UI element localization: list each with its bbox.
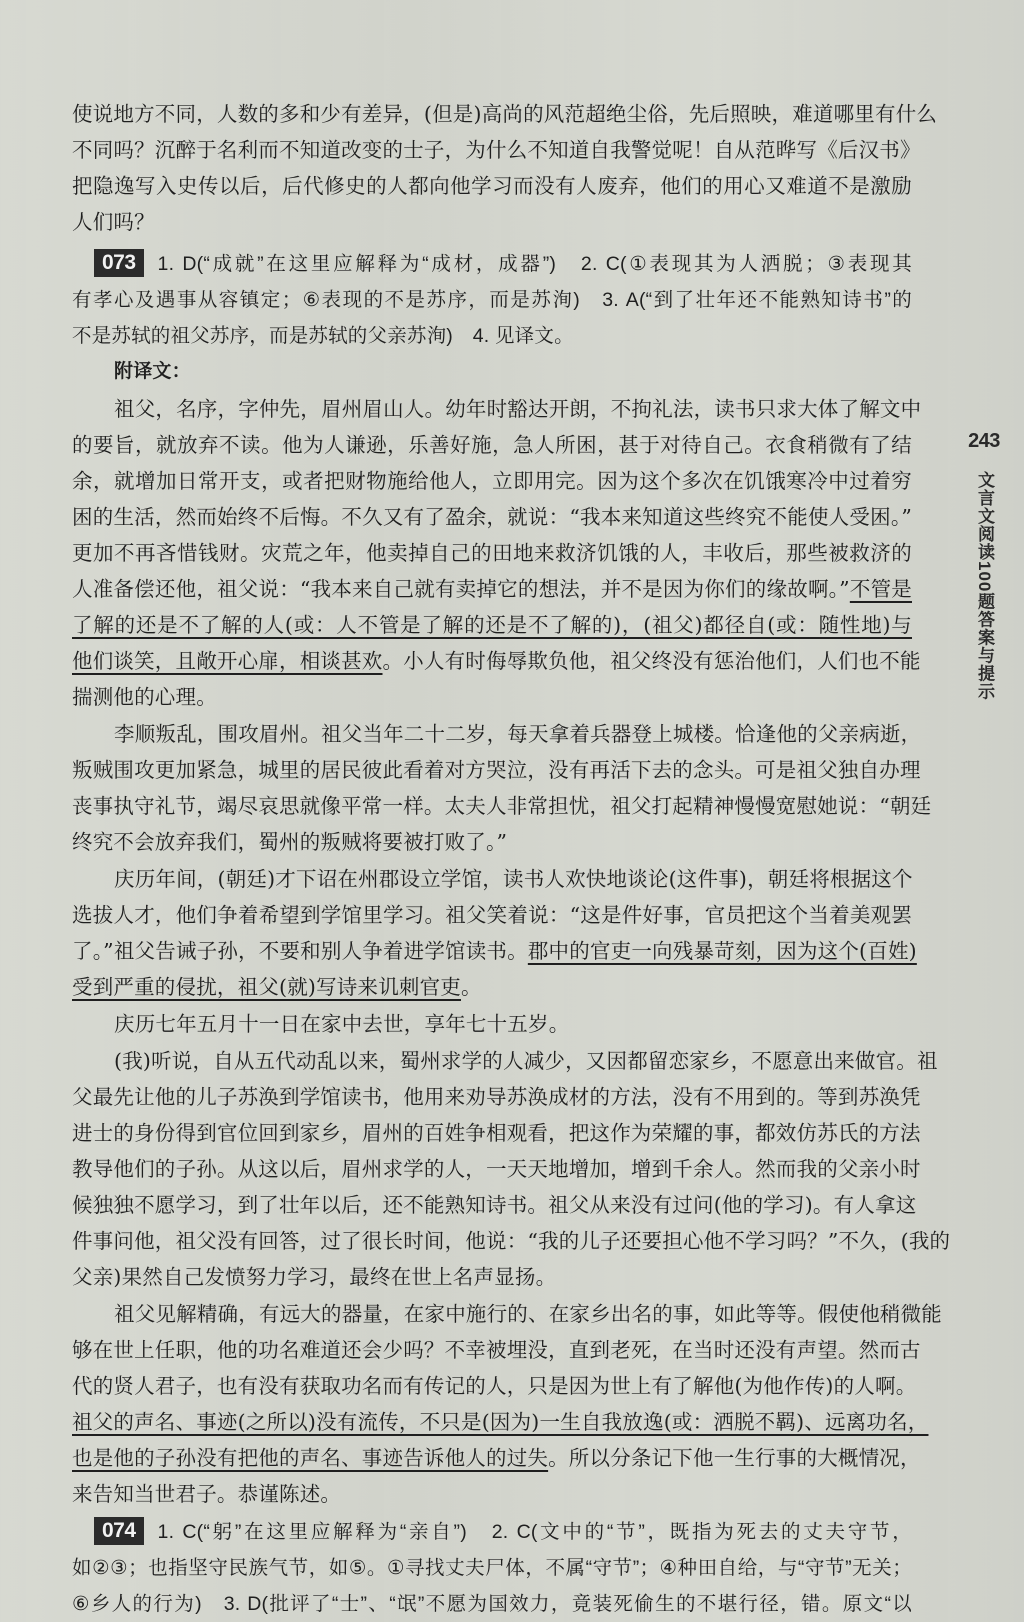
page-number: 243 (968, 430, 1000, 452)
text-line: 人准备偿还他，祖父说：“我本来自己就有卖掉它的想法，并不是因为你们的缘故啊。”不管是 (72, 577, 912, 601)
underlined-answer: 了解的还是不了解的人(或：人不管是了解的还是不了解的)，(祖父)都径自(或：随性地)与 (72, 613, 912, 637)
question-badge-073: 073 (94, 249, 144, 277)
text-line: 件事问他，祖父没有回答，过了很长时间，他说：“我的儿子还要担心他不学习吗？”不久，(我的 (72, 1229, 951, 1253)
text-line: 余，就增加日常开支，或者把财物施给他人，立即用完。因为这个多次在饥饿寒冷中过着穷 (72, 469, 912, 493)
text-line: 叛贼围攻更加紧急，城里的居民彼此看着对方哭泣，没有再活下去的念头。可是祖父独自办理 (72, 758, 921, 782)
text-line: 代的贤人君子，也有没有获取功名而有传记的人，只是因为世上有了解他(为他作传)的人啊。 (72, 1374, 917, 1398)
answer-073-line-2: 有孝心及遇事从容镇定；⑥表现的不是苏序，而是苏洵) 3. A(“到了壮年还不能熟知诗书”的 (72, 289, 912, 311)
translation-heading: 附译文： (114, 361, 191, 382)
text-line: 教导他们的子孙。从这以后，眉州求学的人，一天天地增加，增到千余人。然而我的父亲小时 (72, 1157, 921, 1181)
text-line: 使说地方不同，人数的多和少有差异，(但是)高尚的风范超绝尘俗，先后照映，难道哪里有什么 (72, 102, 938, 126)
text-line: 他们谈笑，且敞开心扉，相谈甚欢。小人有时侮辱欺负他，祖父终没有惩治他们，人们也不能 (72, 649, 921, 673)
text-line: 把隐逸写入史传以后，后代修史的人都向他学习而没有人废弃，他们的用心又难道不是激励 (72, 174, 912, 198)
answer-074-line-2: 如②③；也指坚守民族气节，如⑤。①寻找丈夫尸体，不属“守节”；④种田自给，与“守节”无关； (72, 1557, 912, 1579)
text-line: 进士的身份得到官位回到家乡，眉州的百姓争相观看，把这作为荣耀的事，都效仿苏氏的方法 (72, 1121, 921, 1145)
underlined-answer: 他们谈笑，且敞开心扉，相谈甚欢 (72, 649, 383, 673)
text-line: 终究不会放弃我们，蜀州的叛贼将要被打败了。” (72, 830, 508, 854)
text-line: 父亲)果然自己发愤努力学习，最终在世上名声显扬。 (72, 1265, 557, 1289)
answer-074-line-3: ⑥乡人的行为) 3. D(批评了“士”、“氓”不愿为国效力，竟装死偷生的不堪行径，错。原文“以 (72, 1593, 912, 1615)
answer-074-line-1: 074 1. C(“躬”在这里应解释为“亲自”) 2. C(文中的“节”，既指为死去的丈夫守节， (72, 1514, 912, 1550)
text-line: 来告知当世君子。恭谨陈述。 (72, 1482, 342, 1506)
text-line: 庆历七年五月十一日在家中去世，享年七十五岁。 (114, 1012, 570, 1036)
text-line: 祖父见解精确，有远大的器量，在家中施行的、在家乡出名的事，如此等等。假使他稍微能 (114, 1302, 942, 1326)
answer-073-line-3: 不是苏轼的祖父苏序，而是苏轼的父亲苏洵) 4. 见译文。 (72, 325, 574, 347)
text-line: 选拔人才，他们争着希望到学馆里学习。祖父笑着说：“这是件好事，官员把这个当着美观罢 (72, 903, 912, 927)
text-line: 揣测他的心理。 (72, 685, 217, 709)
question-badge-074: 074 (94, 1517, 144, 1545)
text-line: 更加不再吝惜钱财。灾荒之年，他卖掉自己的田地来救济饥饿的人，丰收后，那些被救济的 (72, 541, 912, 565)
text-line: 候独独不愿学习，到了壮年以后，还不能熟知诗书。祖父从来没有过问(他的学习)。有人拿这 (72, 1193, 917, 1217)
text-line: 李顺叛乱，围攻眉州。祖父当年二十二岁，每天拿着兵器登上城楼。恰逢他的父亲病逝， (114, 722, 922, 746)
answer-073-line-1: 073 1. D(“成就”在这里应解释为“成材，成器”) 2. C(①表现其为人洒脱；③表现其 (72, 246, 912, 282)
text-line: (我)听说，自从五代动乱以来，蜀州求学的人减少，又因都留恋家乡，不愿意出来做官。祖 (114, 1049, 938, 1073)
text-line: 也是他的子孙没有把他的声名、事迹告诉他人的过失。所以分条记下他一生行事的大概情况， (72, 1446, 921, 1470)
text-line: 不同吗？沉醉于名利而不知道改变的士子，为什么不知道自我警觉呢！自从范晔写《后汉书》 (72, 138, 921, 162)
text-line: 够在世上任职，他的功名难道还会少吗？不幸被埋没，直到老死，在当时还没有声望。然而古 (72, 1338, 921, 1362)
underlined-answer: 受到严重的侵扰，祖父(就)写诗来讥刺官吏 (72, 975, 461, 999)
underlined-answer: 不管是 (849, 577, 912, 601)
underlined-answer: 祖父的声名、事迹(之所以)没有流传，不只是(因为)一生自我放逸(或：洒脱不羁)、远离功名， (72, 1410, 929, 1434)
text-line: 人们吗？ (72, 210, 155, 234)
text-line: 父最先让他的儿子苏涣到学馆读书，他用来劝导苏涣成材的方法，没有不用到的。等到苏涣凭 (72, 1085, 921, 1109)
text-line: 祖父，名序，字仲先，眉州眉山人。幼年时豁达开朗，不拘礼法，读书只求大体了解文中 (114, 397, 922, 421)
text-line: 了。”祖父告诫子孙，不要和别人争着进学馆读书。郡中的官吏一向残暴苛刻，因为这个(百姓) (72, 939, 917, 963)
text-line: 的要旨，就放弃不读。他为人谦逊，乐善好施，急人所困，甚于对待自己。衣食稍微有了结 (72, 433, 912, 457)
underlined-answer: 也是他的子孙没有把他的声名、事迹告诉他人的过失 (72, 1446, 549, 1470)
text-line: 受到严重的侵扰，祖父(就)写诗来讥刺官吏。 (72, 975, 482, 999)
text-line: 困的生活，然而始终不后悔。不久又有了盈余，就说：“我本来知道这些终究不能使人受困。” (72, 505, 912, 529)
text-line: 庆历年间，(朝廷)才下诏在州郡设立学馆，读书人欢快地谈论(这件事)，朝廷将根据这个 (114, 867, 913, 891)
underlined-answer: 郡中的官吏一向残暴苛刻，因为这个(百姓) (527, 939, 917, 963)
running-title: 文言文阅读100题答案与提示 (975, 471, 994, 701)
page-margin (954, 430, 1014, 705)
text-line: 丧事执守礼节，竭尽哀思就像平常一样。太夫人非常担忧，祖父打起精神慢慢宽慰她说：“朝廷 (72, 794, 932, 818)
